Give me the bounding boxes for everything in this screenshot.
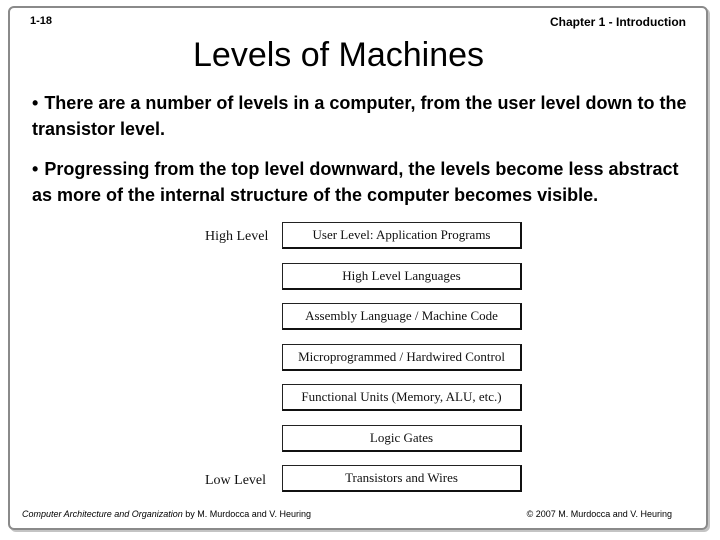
level-box: Logic Gates [282,425,522,452]
low-level-label: Low Level [205,473,267,488]
footer-copyright: © 2007 M. Murdocca and V. Heuring [526,509,672,519]
bullet-point [32,90,692,142]
level-box: User Level: Application Programs [282,222,522,249]
bullet-point [32,156,692,208]
bullet-text: There are a number of levels in a computer, from the user level down to the transistor level. [32,93,687,139]
level-box: Transistors and Wires [282,465,522,492]
footer-citation [22,509,311,519]
slide-number: 1-18 [30,15,53,27]
levels-diagram [282,222,522,506]
high-level-label: High Level [205,229,269,244]
chapter-label: Chapter 1 - Introduction [550,15,686,29]
book-authors: by M. Murdocca and V. Heuring [182,509,311,519]
level-box: Functional Units (Memory, ALU, etc.) [282,384,522,411]
bullet-text: Progressing from the top level downward, the levels become less abstract as more of the internal structure of the computer becomes visible. [32,159,679,205]
level-box: Assembly Language / Machine Code [282,303,522,330]
book-title: Computer Architecture and Organization [22,509,183,519]
level-box: Microprogrammed / Hardwired Control [282,344,522,371]
level-box: High Level Languages [282,263,522,290]
bullet-icon: • [32,93,39,113]
bullet-icon: • [32,159,39,179]
slide-title: Levels of Machines [193,36,485,74]
